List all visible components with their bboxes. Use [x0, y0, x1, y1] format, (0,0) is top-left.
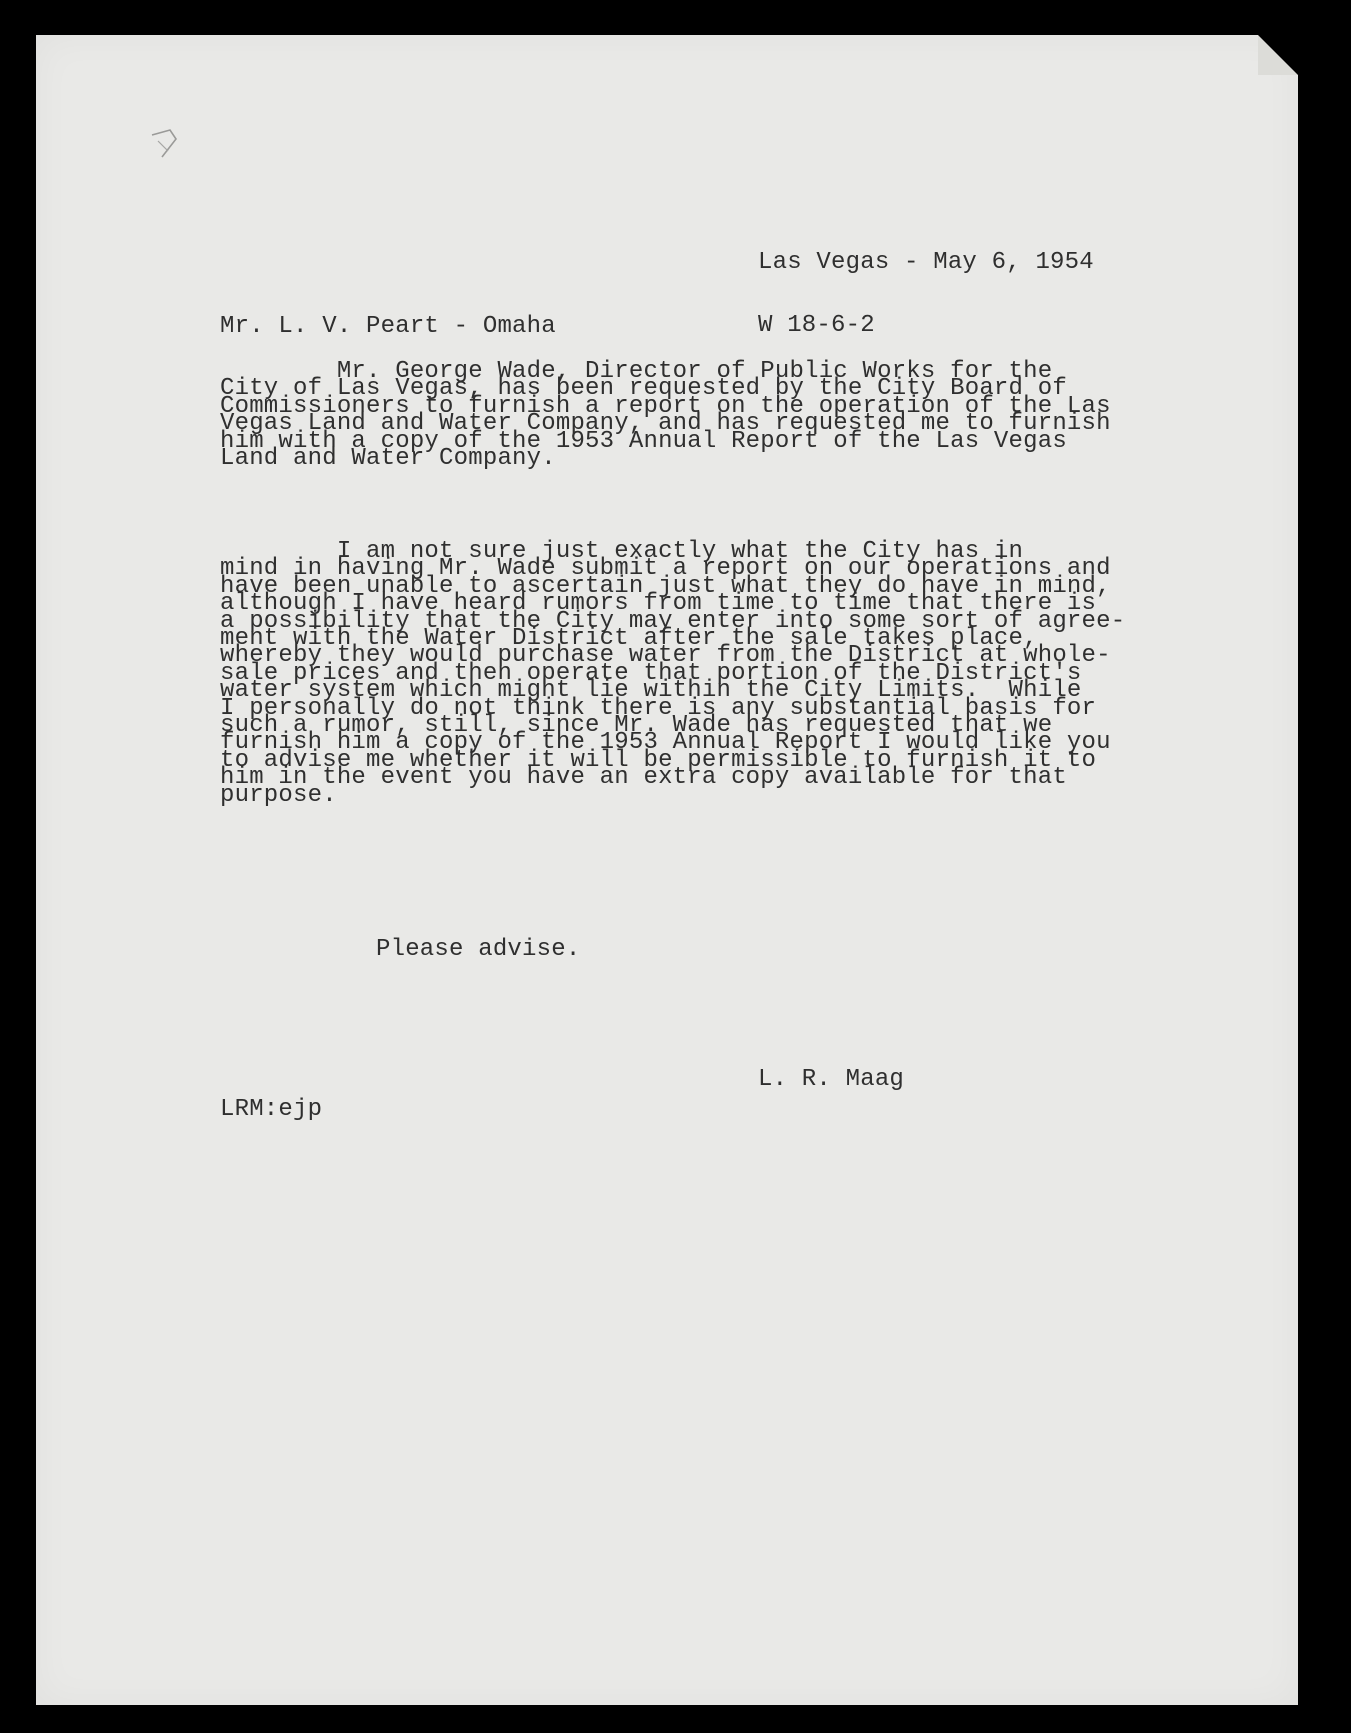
letter-heading — [758, 210, 1094, 378]
place-date: Las Vegas - May 6, 1954 — [758, 249, 1094, 276]
body-paragraph-1: Mr. George Wade, Director of Public Works for the City of Las Vegas, has been requested by the City Board of Commissioners to furnish a report on the operation of the Las Vegas Land and Water Company, and has requested me to furnish him with a copy of the 1953 Annual Report of the Las Vegas Land and Water Company. — [220, 358, 1111, 473]
pencil-mark-icon — [148, 127, 180, 161]
signature-name: L. R. Maag — [758, 1066, 905, 1093]
body-paragraph-2: I am not sure just exactly what the City has in mind in having Mr. Wade submit a report on our operations and have been unable to ascertain just what they do have in mind, although I have heard rumors from time to time that there is a possibility that the City may enter into some sort of agree- ment with the Water District after the sale takes place, whereby they would purchase water from the District at whole- sale prices and then operate that portion of the District's water system which might lie within the City Limits. While I personally do not think there is any substantial basis for such a rumor, still, since Mr. Wade has requested that we furnish him a copy of the 1953 Annual Report I would like you to advise me whether it will be permissible to furnish it to him in the event you have an extra copy available for that purpose. — [220, 538, 1126, 809]
addressee: Mr. L. V. Peart - Omaha — [220, 313, 556, 340]
closing-request: Please advise. — [376, 936, 581, 963]
letter-page — [36, 35, 1298, 1705]
folded-corner — [1258, 35, 1298, 75]
typist-initials: LRM:ejp — [220, 1096, 323, 1123]
file-reference: W 18-6-2 — [758, 312, 875, 339]
